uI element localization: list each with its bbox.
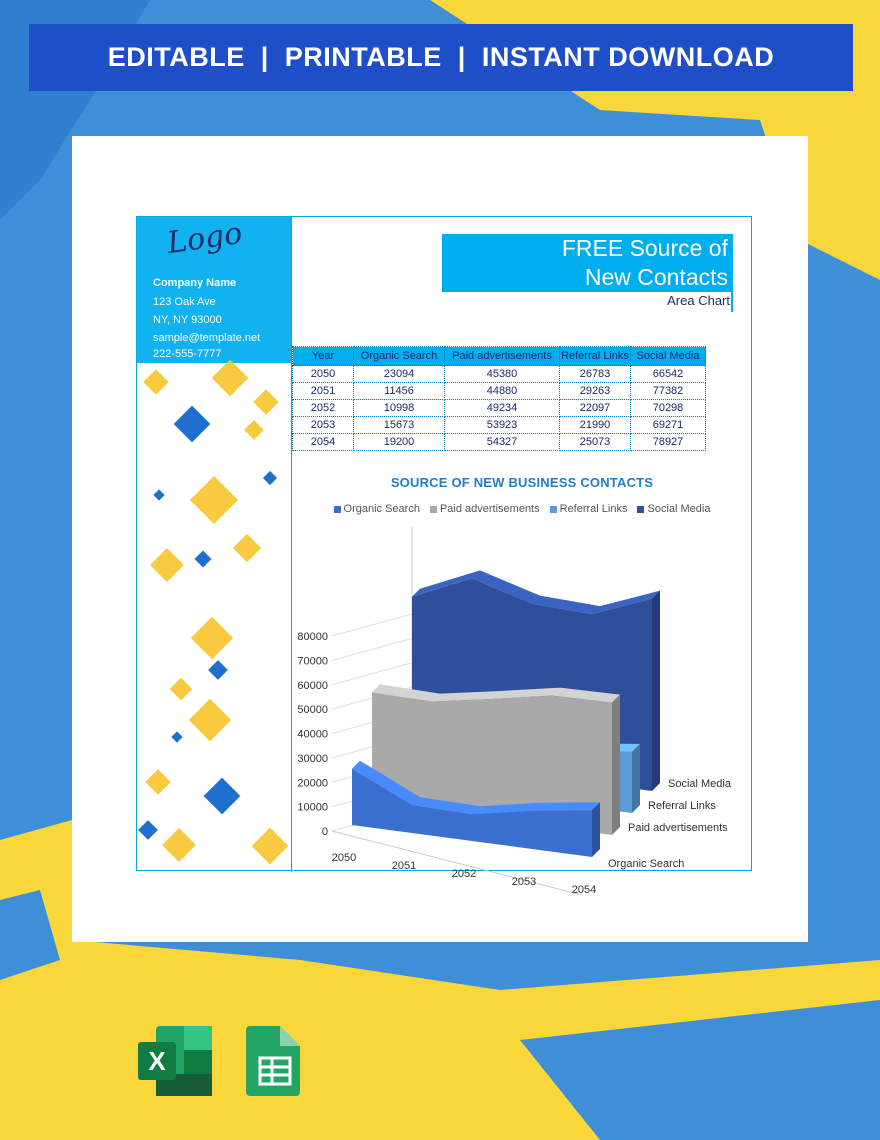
table-cell: 77382 <box>631 383 706 400</box>
table-cell: 2054 <box>293 434 354 451</box>
table-cell: 45380 <box>445 366 560 383</box>
area-series-side <box>652 591 660 791</box>
promo-banner <box>29 24 853 91</box>
table-cell: 22097 <box>560 400 631 417</box>
y-tick-label: 40000 <box>297 728 328 741</box>
y-tick-label: 50000 <box>297 704 328 717</box>
legend-item <box>430 503 540 515</box>
table-cell: 54327 <box>445 434 560 451</box>
y-tick-label: 80000 <box>297 631 328 643</box>
legend-swatch <box>550 506 557 513</box>
table-cell: 26783 <box>560 366 631 383</box>
table-cell: 19200 <box>354 434 445 451</box>
gridline <box>332 638 412 660</box>
logo: Logo <box>164 215 245 262</box>
table-cell: 44880 <box>445 383 560 400</box>
legend-item <box>550 503 628 515</box>
column-header: Referral Links <box>560 347 631 366</box>
y-tick-label: 30000 <box>297 752 328 765</box>
table-row <box>293 366 706 383</box>
table-cell: 49234 <box>445 400 560 417</box>
data-table <box>292 346 706 451</box>
legend-label: Referral Links <box>559 503 628 515</box>
x-tick-label: 2053 <box>511 876 537 888</box>
y-tick-label: 0 <box>321 826 328 838</box>
table-cell: 66542 <box>631 366 706 383</box>
email-line: sample@template.net <box>153 332 261 344</box>
y-tick-label: 70000 <box>297 655 328 668</box>
column-header: Paid advertisements <box>445 347 560 366</box>
series-depth-label: Organic Search <box>608 858 685 870</box>
page-subtitle: Area Chart <box>667 293 730 308</box>
legend-label: Organic Search <box>343 503 420 515</box>
table-cell: 23094 <box>354 366 445 383</box>
table-cell: 2051 <box>293 383 354 400</box>
address-line: 123 Oak Ave <box>153 296 216 308</box>
series-depth-label: Referral Links <box>648 800 716 812</box>
table-cell: 70298 <box>631 400 706 417</box>
column-header: Social Media <box>631 347 706 366</box>
column-header: Year <box>293 347 354 366</box>
banner-text: EDITABLE | PRINTABLE | INSTANT DOWNLOAD <box>107 42 775 72</box>
legend-item <box>334 503 420 515</box>
y-tick-label: 60000 <box>297 679 328 692</box>
page-title <box>442 234 732 292</box>
table-cell: 15673 <box>354 417 445 434</box>
table-cell: 2053 <box>293 417 354 434</box>
excel-icon <box>138 1026 212 1096</box>
app-icons <box>138 1024 308 1103</box>
gridline <box>332 663 412 685</box>
title-line-1: FREE Source of <box>561 235 728 261</box>
table-row <box>293 383 706 400</box>
table-cell: 53923 <box>445 417 560 434</box>
google-sheets-icon <box>246 1026 300 1096</box>
svg-text:X: X <box>148 1046 166 1076</box>
legend-swatch <box>430 506 437 513</box>
city-line: NY, NY 93000 <box>153 314 222 326</box>
company-info-panel <box>137 217 291 363</box>
table-cell: 11456 <box>354 383 445 400</box>
title-line-2: New Contacts <box>584 264 728 290</box>
x-tick-label: 2054 <box>571 884 597 896</box>
legend-swatch <box>334 506 341 513</box>
table-cell: 21990 <box>560 417 631 434</box>
legend-item <box>637 503 710 515</box>
area-series-side <box>632 744 640 813</box>
area-series-side <box>612 695 620 835</box>
table-cell: 69271 <box>631 417 706 434</box>
legend-label: Social Media <box>647 503 711 515</box>
table-cell: 25073 <box>560 434 631 451</box>
table-row <box>293 417 706 434</box>
chart-legend <box>292 503 752 515</box>
table-cell: 78927 <box>631 434 706 451</box>
area-series-side <box>592 802 600 857</box>
table-cell: 10998 <box>354 400 445 417</box>
table-row <box>293 434 706 451</box>
series-depth-label: Social Media <box>668 778 731 790</box>
phone-line: 222-555-7777 <box>153 348 222 360</box>
series-depth-label: Paid advertisements <box>628 822 728 834</box>
gridline <box>332 614 412 636</box>
legend-swatch <box>637 506 644 513</box>
spreadsheet-template <box>136 215 752 896</box>
table-cell: 2050 <box>293 366 354 383</box>
table-cell: 29263 <box>560 383 631 400</box>
x-tick-label: 2050 <box>331 852 357 864</box>
title-accent-bar <box>731 234 733 312</box>
area-chart <box>292 535 752 896</box>
x-tick-label: 2052 <box>451 868 477 880</box>
diamond-pattern <box>137 363 291 872</box>
column-header: Organic Search <box>354 347 445 366</box>
table-cell: 2052 <box>293 400 354 417</box>
y-tick-label: 10000 <box>297 801 328 814</box>
legend-label: Paid advertisements <box>439 503 540 515</box>
x-tick-label: 2051 <box>391 860 417 872</box>
company-name: Company Name <box>153 277 237 289</box>
table-row <box>293 400 706 417</box>
chart-title: SOURCE OF NEW BUSINESS CONTACTS <box>390 475 654 490</box>
y-tick-label: 20000 <box>297 777 328 790</box>
